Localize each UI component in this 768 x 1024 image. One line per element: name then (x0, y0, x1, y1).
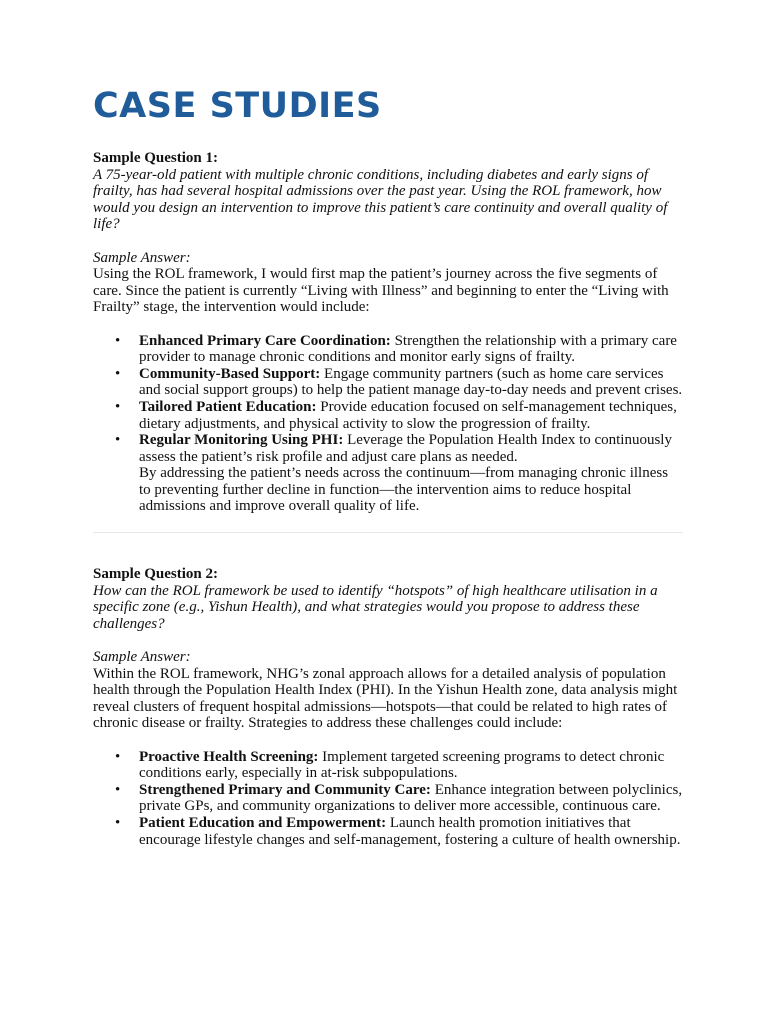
bullet-icon: • (115, 814, 121, 831)
list-item (93, 399, 683, 432)
question-text: How can the ROL framework be used to identify “hotspots” of high healthcare utilisation in a specific zone (e.g., Yishun Health), and what strategies would you propose to address these challenges? (93, 582, 658, 632)
list-item-heading: Strengthened Primary and Community Care: (139, 781, 431, 798)
list-item-heading: Patient Education and Empowerment: (139, 814, 387, 831)
list-item (93, 815, 683, 848)
bullet-icon: • (115, 432, 121, 449)
list-item (93, 432, 683, 465)
bullet-icon: • (115, 748, 121, 765)
list-item-text: Engage community partners (such as home care services and social support groups) to help the patient manage day-to-day needs and prevent crises. (139, 365, 683, 399)
case-study-1 (93, 150, 683, 515)
page-title: CASE STUDIES (93, 86, 382, 126)
bullet-icon: • (115, 332, 121, 349)
list-item-heading: Community-Based Support: (139, 365, 321, 382)
list-item (93, 782, 683, 815)
question-label: Sample Question 1: (93, 150, 219, 166)
bullet-icon: • (115, 781, 121, 798)
list-item-text: Strengthen the relationship with a primary care provider to manage chronic conditions and monitor early signs of frailty. (139, 332, 677, 366)
case-study-2 (93, 566, 683, 848)
question-text: A 75-year-old patient with multiple chronic conditions, including diabetes and early signs of frailty, has had several hospital admissions over the past year. Using the ROL framework, how would you design an intervention to improve this patient’s care continuity and overall quality of life? (93, 166, 668, 233)
list-item-text: Implement targeted screening programs to detect chronic conditions early, especially in at-risk subpopulations. (139, 748, 665, 782)
list-item (93, 333, 683, 366)
strategy-list (93, 749, 683, 849)
list-item-heading: Regular Monitoring Using PHI: (139, 432, 344, 449)
conclusion-text: By addressing the patient’s needs across the continuum—from managing chronic illness to preventing further decline in function—the intervention aims to reduce hospital admissions and improve overall quality of life. (139, 465, 669, 515)
list-item-heading: Proactive Health Screening: (139, 748, 319, 765)
list-item-text: Leverage the Population Health Index to continuously assess the patient’s risk profile and adjust care plans as needed. (139, 432, 672, 465)
strategy-list (93, 333, 683, 466)
list-item-text: Provide education focused on self-management techniques, dietary adjustments, and physical activity to slow the progression of frailty. (139, 398, 677, 432)
question-label: Sample Question 2: (93, 566, 219, 583)
list-item (93, 749, 683, 782)
answer-label: Sample Answer: (93, 649, 191, 666)
answer-label: Sample Answer: (93, 249, 191, 266)
list-item-text: Enhance integration between polyclinics, private GPs, and community organizations to deliver more accessible, continuous care. (139, 781, 683, 815)
list-item (93, 366, 683, 399)
bullet-icon: • (115, 365, 121, 382)
list-item-heading: Tailored Patient Education: (139, 398, 317, 415)
list-item-text: Launch health promotion initiatives that encourage lifestyle changes and self-management, fostering a culture of health ownership. (139, 814, 681, 848)
answer-intro: Using the ROL framework, I would first map the patient’s journey across the five segments of care. Since the patient is currently “Living with Illness” and beginning to enter the “Living with Frailty” stage, the intervention would include: (93, 266, 669, 316)
document-page (93, 84, 683, 848)
answer-intro: Within the ROL framework, NHG’s zonal approach allows for a detailed analysis of population health through the Population Health Index (PHI). In the Yishun Health zone, data analysis might reveal clusters of frequent hospital admissions—hotspots—that could be related to high rates of chronic disease or frailty. Strategies to address these challenges could include: (93, 665, 678, 732)
list-item-heading: Enhanced Primary Care Coordination: (139, 332, 391, 349)
bullet-icon: • (115, 398, 121, 415)
section-divider (93, 532, 683, 533)
